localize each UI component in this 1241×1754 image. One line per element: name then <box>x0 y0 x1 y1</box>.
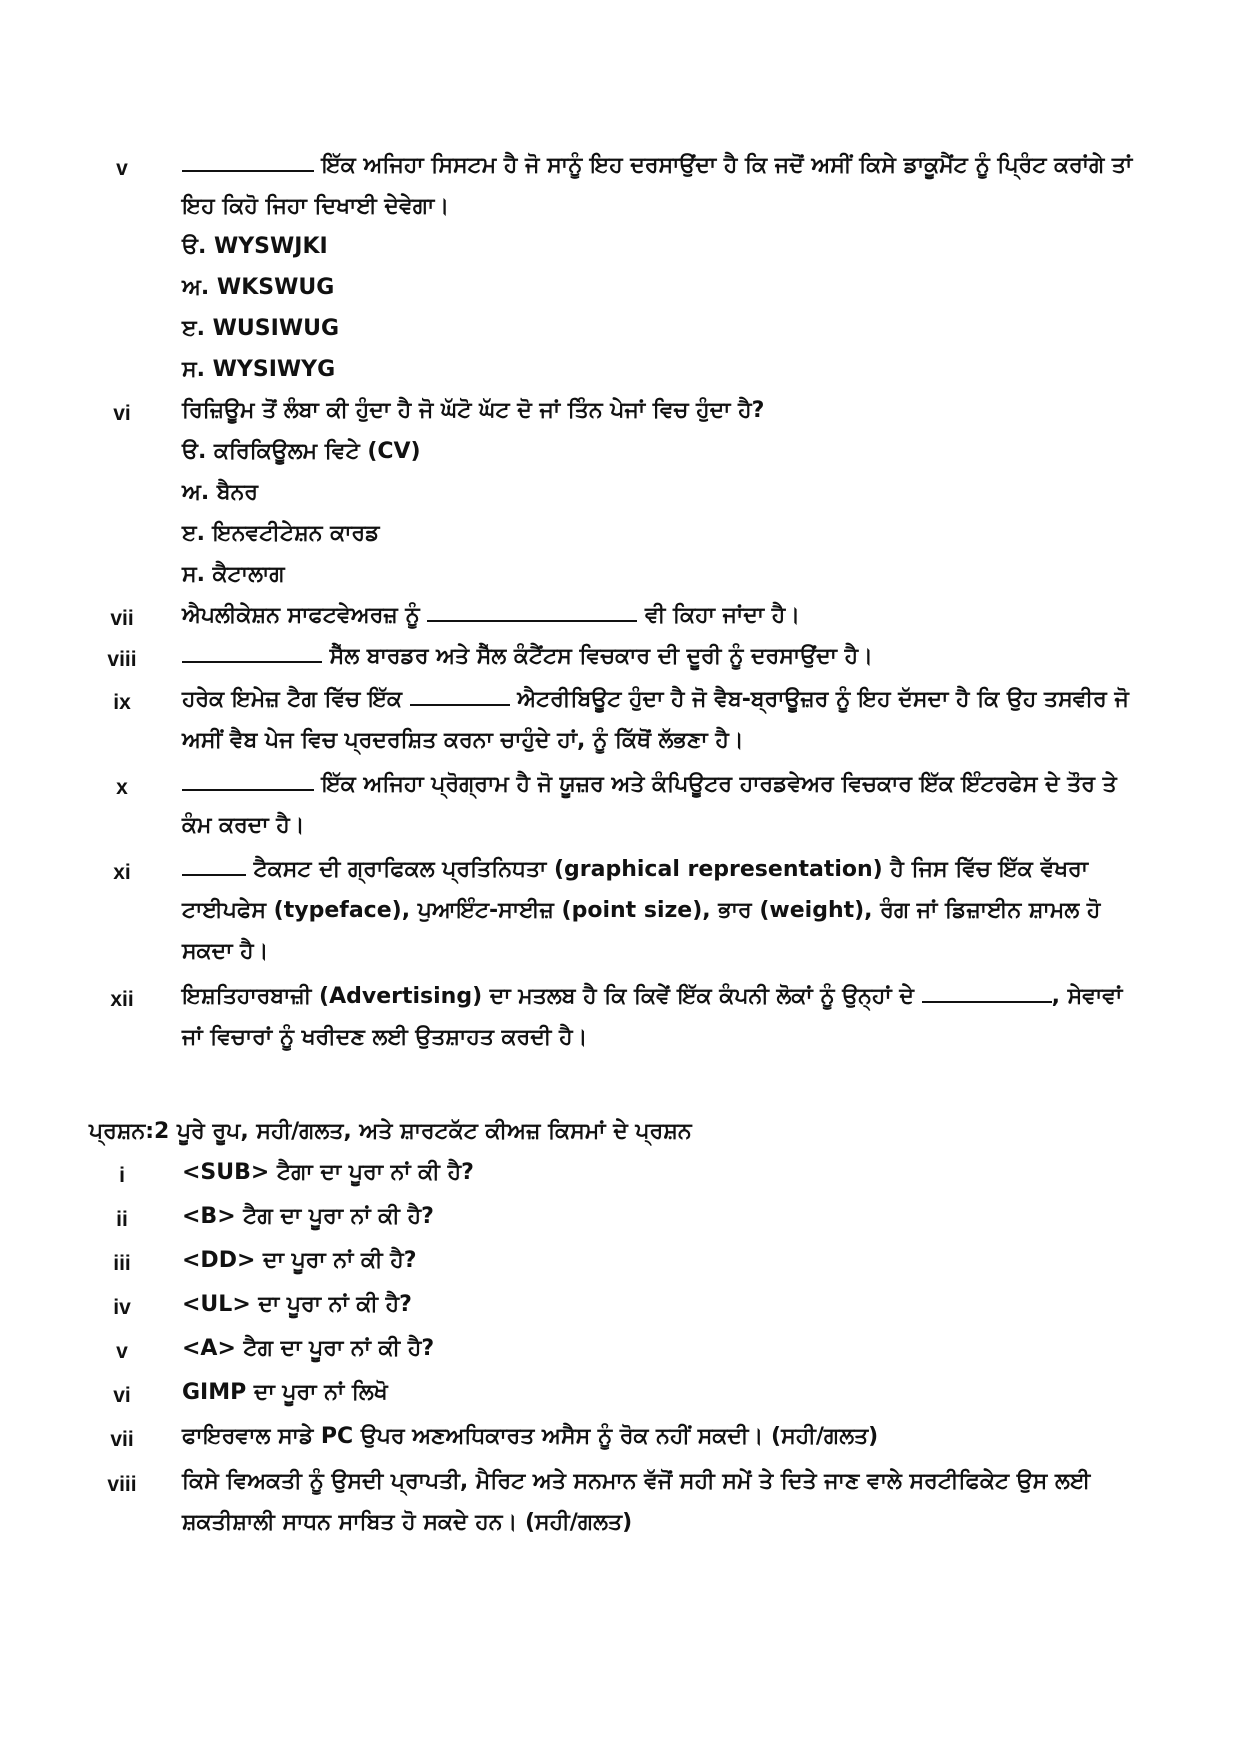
option-b: ਅ. ਬੈਨਰ <box>182 480 259 505</box>
answer-blank <box>427 602 637 622</box>
option-d: ਸ. WYSIWYG <box>182 357 336 382</box>
question-text: GIMP ਦਾ ਪੂਰਾ ਨਾਂ ਲਿਖੋ <box>182 1380 388 1405</box>
question-number: xi <box>113 861 131 884</box>
option-a: ੳ. WYSWJKI <box>182 234 328 259</box>
question-number: v <box>116 1340 128 1363</box>
option-a: ੳ. ਕਰਿਕਿਊਲਮ ਵਿਟੇ (CV) <box>182 439 421 464</box>
question-number: ix <box>113 691 131 714</box>
answer-blank <box>922 983 1052 1003</box>
question-number: ii <box>116 1208 128 1231</box>
question-text: ਕਿਸੇ ਵਿਅਕਤੀ ਨੂੰ ਉਸਦੀ ਪ੍ਰਾਪਤੀ, ਮੈਰਿਟ ਅਤੇ ਸਨਮਾਨ ਵੱਜੋਂ ਸਹੀ ਸਮੇਂ ਤੇ ਦਿਤੇ ਜਾਣ ਵਾਲੇ ਸਰਟੀਫਿਕੇਟ ਉਸ ਲਈ ਸ਼ਕਤੀਸ਼ਾਲੀ ਸਾਧਨ ਸਾਬਿਤ ਹੋ ਸਕਦੇ ਹਨ। (ਸਹੀ/ਗਲਤ) <box>182 1469 1091 1535</box>
question-text: <DD> ਦਾ ਪੂਰਾ ਨਾਂ ਕੀ ਹੈ? <box>182 1248 417 1273</box>
question-text: <B> ਟੈਗ ਦਾ ਪੂਰਾ ਨਾਂ ਕੀ ਹੈ? <box>182 1204 434 1229</box>
question-number: i <box>119 1164 125 1187</box>
question-xii-text: ਇਸ਼ਤਿਹਾਰਬਾਜ਼ੀ (Advertising) ਦਾ ਮਤਲਬ ਹੈ ਕਿ ਕਿਵੇਂ ਇੱਕ ਕੰਪਨੀ ਲੋਕਾਂ ਨੂੰ ਉਨ੍ਹਾਂ ਦੇ , ਸੇਵਾਵਾਂ ਜਾਂ ਵਿਚਾਰਾਂ ਨੂੰ ਖਰੀਦਣ ਲਈ ਉਤਸ਼ਾਹਤ ਕਰਦੀ ਹੈ। <box>182 984 1123 1050</box>
option-c: ੲ. ਇਨਵਟੀਟੇਸ਼ਨ ਕਾਰਡ <box>182 521 380 546</box>
question-text: <UL> ਦਾ ਪੂਰਾ ਨਾਂ ਕੀ ਹੈ? <box>182 1292 412 1317</box>
question-number: vi <box>113 402 131 425</box>
option-c: ੲ. WUSIWUG <box>182 316 340 341</box>
question-text: ਫਾਇਰਵਾਲ ਸਾਡੇ PC ਉਪਰ ਅਣਅਧਿਕਾਰਤ ਅਸੈਸ ਨੂੰ ਰੋਕ ਨਹੀਂ ਸਕਦੀ। (ਸਹੀ/ਗਲਤ) <box>182 1424 879 1449</box>
question-text: <A> ਟੈਗ ਦਾ ਪੂਰਾ ਨਾਂ ਕੀ ਹੈ? <box>182 1336 435 1361</box>
question-number: vi <box>113 1384 131 1407</box>
question-number: vii <box>110 1428 134 1451</box>
answer-blank <box>182 856 246 876</box>
question-number: xii <box>110 988 134 1011</box>
answer-blank <box>410 686 510 706</box>
question-x-text: ਇੱਕ ਅਜਿਹਾ ਪ੍ਰੋਗ੍ਰਾਮ ਹੈ ਜੋ ਯੂਜ਼ਰ ਅਤੇ ਕੰਪਿਊਟਰ ਹਾਰਡਵੇਅਰ ਵਿਚਕਾਰ ਇੱਕ ਇੰਟਰਫੇਸ ਦੇ ਤੌਰ ਤੇ ਕੰਮ ਕਰਦਾ ਹੈ। <box>182 772 1117 838</box>
question-text <box>182 145 1142 227</box>
question-text: <SUB> ਟੈਗਾ ਦਾ ਪੂਰਾ ਨਾਂ ਕੀ ਹੈ? <box>182 1160 474 1185</box>
question-number: viii <box>107 1473 137 1496</box>
option-d: ਸ. ਕੈਟਾਲਾਗ <box>182 562 285 587</box>
option-b: ਅ. WKSWUG <box>182 275 335 300</box>
question-viii-text: ਸੈੱਲ ਬਾਰਡਰ ਅਤੇ ਸੈੱਲ ਕੰਟੈਂਟਸ ਵਿਚਕਾਰ ਦੀ ਦੂਰੀ ਨੂੰ ਦਰਸਾਉਂਦਾ ਹੈ। <box>182 636 1142 677</box>
question-number: v <box>116 157 128 180</box>
question-v-text: ਇੱਕ ਅਜਿਹਾ ਸਿਸਟਮ ਹੈ ਜੋ ਸਾਨੂੰ ਇਹ ਦਰਸਾਉਂਦਾ ਹੈ ਕਿ ਜਦੋਂ ਅਸੀਂ ਕਿਸੇ ਡਾਕੂਮੈਂਟ ਨੂੰ ਪ੍ਰਿੰਟ ਕਰਾਂਗੇ ਤਾਂ ਇਹ ਕਿਹੋ ਜਿਹਾ ਦਿਖਾਈ ਦੇਵੇਗਾ। <box>182 153 1133 219</box>
question-vii-text: ਐਪਲੀਕੇਸ਼ਨ ਸਾਫਟਵੇਅਰਜ਼ ਨੂੰ ਵੀ ਕਿਹਾ ਜਾਂਦਾ ਹੈ। <box>182 603 801 628</box>
answer-blank <box>182 771 314 791</box>
question-number: x <box>116 776 128 799</box>
question-vi-text: ਰਿਜ਼ਿਊਮ ਤੋਂ ਲੰਬਾ ਕੀ ਹੁੰਦਾ ਹੈ ਜੋ ਘੱਟੋ ਘੱਟ ਦੋ ਜਾਂ ਤਿੰਨ ਪੇਜਾਂ ਵਿਚ ਹੁੰਦਾ ਹੈ? <box>182 398 765 423</box>
question-number: iv <box>113 1296 131 1319</box>
question-number: iii <box>113 1252 131 1275</box>
question-xi-text: ਟੈਕਸਟ ਦੀ ਗ੍ਰਾਫਿਕਲ ਪ੍ਰਤਿਨਿਧਤਾ (graphical representation) ਹੈ ਜਿਸ ਵਿੱਚ ਇੱਕ ਵੱਖਰਾ ਟਾਈਪਫੇਸ (typeface), ਪੁਆਇੰਟ-ਸਾਈਜ਼ (point size), ਭਾਰ (weight), ਰੰਗ ਜਾਂ ਡਿਜ਼ਾਈਨ ਸ਼ਾਮਲ ਹੋ ਸਕਦਾ ਹੈ। <box>182 857 1101 964</box>
section-heading: ਪ੍ਰਸ਼ਨ:2 ਪੂਰੇ ਰੂਪ, ਸਹੀ/ਗਲਤ, ਅਤੇ ਸ਼ਾਰਟਕੱਟ ਕੀਅਜ਼ ਕਿਸਮਾਂ ਦੇ ਪ੍ਰਸ਼ਨ <box>89 1119 692 1144</box>
question-ix-text: ਹਰੇਕ ਇਮੇਜ਼ ਟੈਗ ਵਿੱਚ ਇੱਕ ਐਟਰੀਬਿਊਟ ਹੁੰਦਾ ਹੈ ਜੋ ਵੈਬ-ਬ੍ਰਾਊਜ਼ਰ ਨੂੰ ਇਹ ਦੱਸਦਾ ਹੈ ਕਿ ਉਹ ਤਸਵੀਰ ਜੋ ਅਸੀਂ ਵੈਬ ਪੇਜ ਵਿਚ ਪ੍ਰਦਰਸ਼ਿਤ ਕਰਨਾ ਚਾਹੁੰਦੇ ਹਾਂ, ਨੂੰ ਕਿੱਥੋਂ ਲੱਭਣਾ ਹੈ। <box>182 687 1129 753</box>
answer-blank <box>182 152 314 172</box>
answer-blank <box>182 643 322 663</box>
question-number: vii <box>110 607 134 630</box>
question-number: viii <box>107 648 137 671</box>
